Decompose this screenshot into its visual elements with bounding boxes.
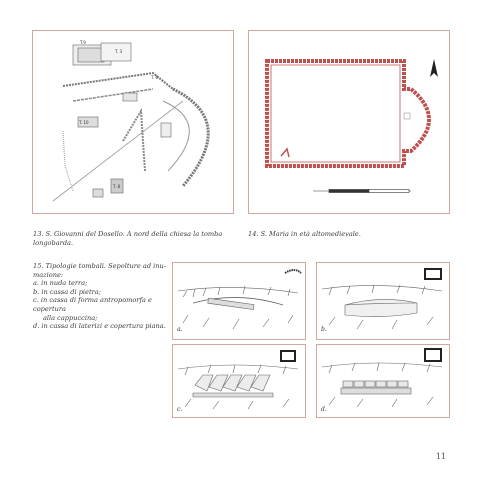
burial-panel-d: [316, 344, 450, 418]
panel-letter: b.: [321, 326, 327, 333]
burial-panel-b: [316, 262, 450, 340]
scale-bar: [313, 190, 411, 193]
caption-line: a. in nuda terra;: [33, 279, 88, 288]
grave-label: T.9: [80, 40, 86, 45]
burial-d-drawing: [317, 345, 449, 417]
panel-letter: a.: [177, 326, 183, 333]
burial-a-drawing: [173, 263, 305, 339]
grave-label: T. 6: [151, 75, 159, 80]
panel-letter: c.: [177, 406, 183, 413]
figure-15-caption: [33, 262, 173, 331]
caption-line: d. in cassa di laterizi e copertura piana.: [33, 322, 166, 331]
figure-13-plan: [32, 30, 234, 214]
church-plan-drawing: [33, 31, 233, 213]
figure-14-caption: 14. S. Maria in età altomedievale.: [248, 230, 361, 238]
grave-label: T. 8: [113, 184, 121, 189]
caption-line: 15. Tipologie tombali. Sepolture ad inu-: [33, 262, 166, 270]
caption-line: c. in cassa di forma antropomorfa e copertura: [33, 296, 152, 313]
caption-line: alla cappuccina;: [43, 313, 98, 322]
grave-label: T. 3: [115, 49, 123, 54]
caption-line: mazione:: [33, 270, 64, 279]
burial-b-drawing: [317, 263, 449, 339]
burial-panel-a: [172, 262, 306, 340]
figure-14-plan: [248, 30, 450, 214]
north-arrow-icon: [430, 59, 438, 77]
caption-line: b. in cassa di pietra;: [33, 287, 101, 296]
grave-label: T. 10: [79, 120, 89, 125]
burial-panel-c: [172, 344, 306, 418]
page-number: 11: [435, 452, 446, 461]
figure-13-caption: 13. S. Giovanni del Dosello. A nord della chiesa la tomba longobarda.: [33, 230, 223, 247]
burial-c-drawing: [173, 345, 305, 417]
church-red-plan-drawing: [249, 31, 449, 213]
panel-letter: d.: [321, 406, 327, 413]
